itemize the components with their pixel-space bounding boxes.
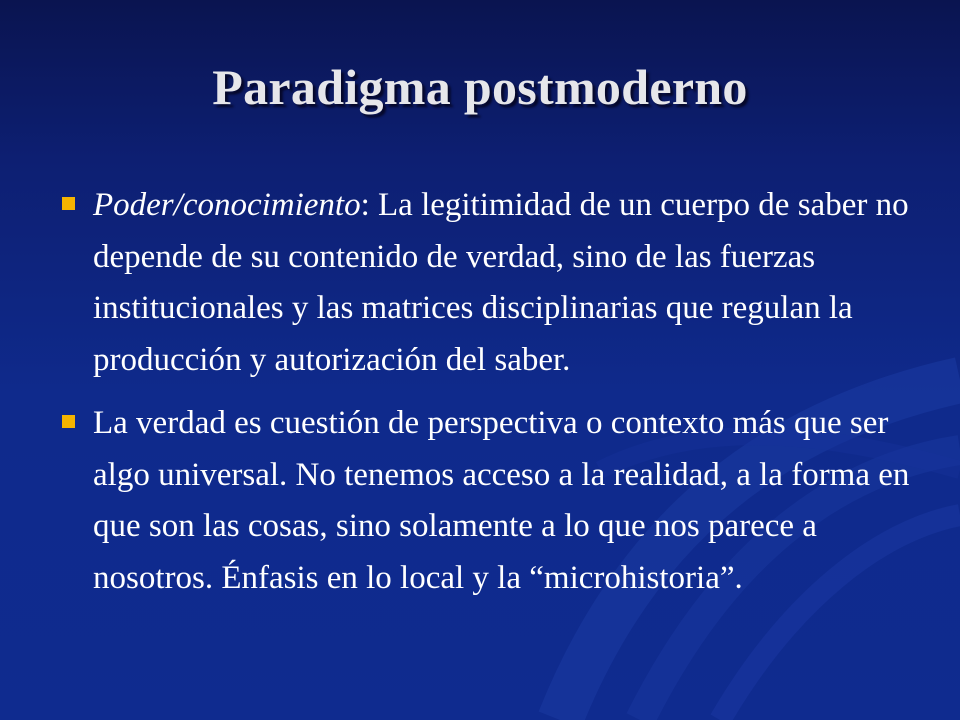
bullet-list [60, 180, 920, 616]
bullet-text: La verdad es cuestión de perspectiva o contexto más que ser algo universal. No tenemos acceso a la realidad, a la forma en que son las cosas, sino solamente a lo que nos parece a nosotros. Énfasis en lo local y la “microhistoria”. [93, 405, 910, 596]
slide-title: Paradigma postmoderno [212, 59, 748, 115]
bullet-item-1 [60, 180, 920, 386]
square-bullet-icon [62, 415, 75, 428]
bullet-text: : La legitimidad de un cuerpo de saber no depende de su contenido de verdad, sino de las fuerzas institucionales y las matrices disciplinarias que regulan la producción y autorización del saber. [93, 187, 909, 378]
bullet-item-2 [60, 398, 920, 604]
bullet-emphasis: Poder/conocimiento [93, 187, 361, 223]
square-bullet-icon [62, 197, 75, 210]
